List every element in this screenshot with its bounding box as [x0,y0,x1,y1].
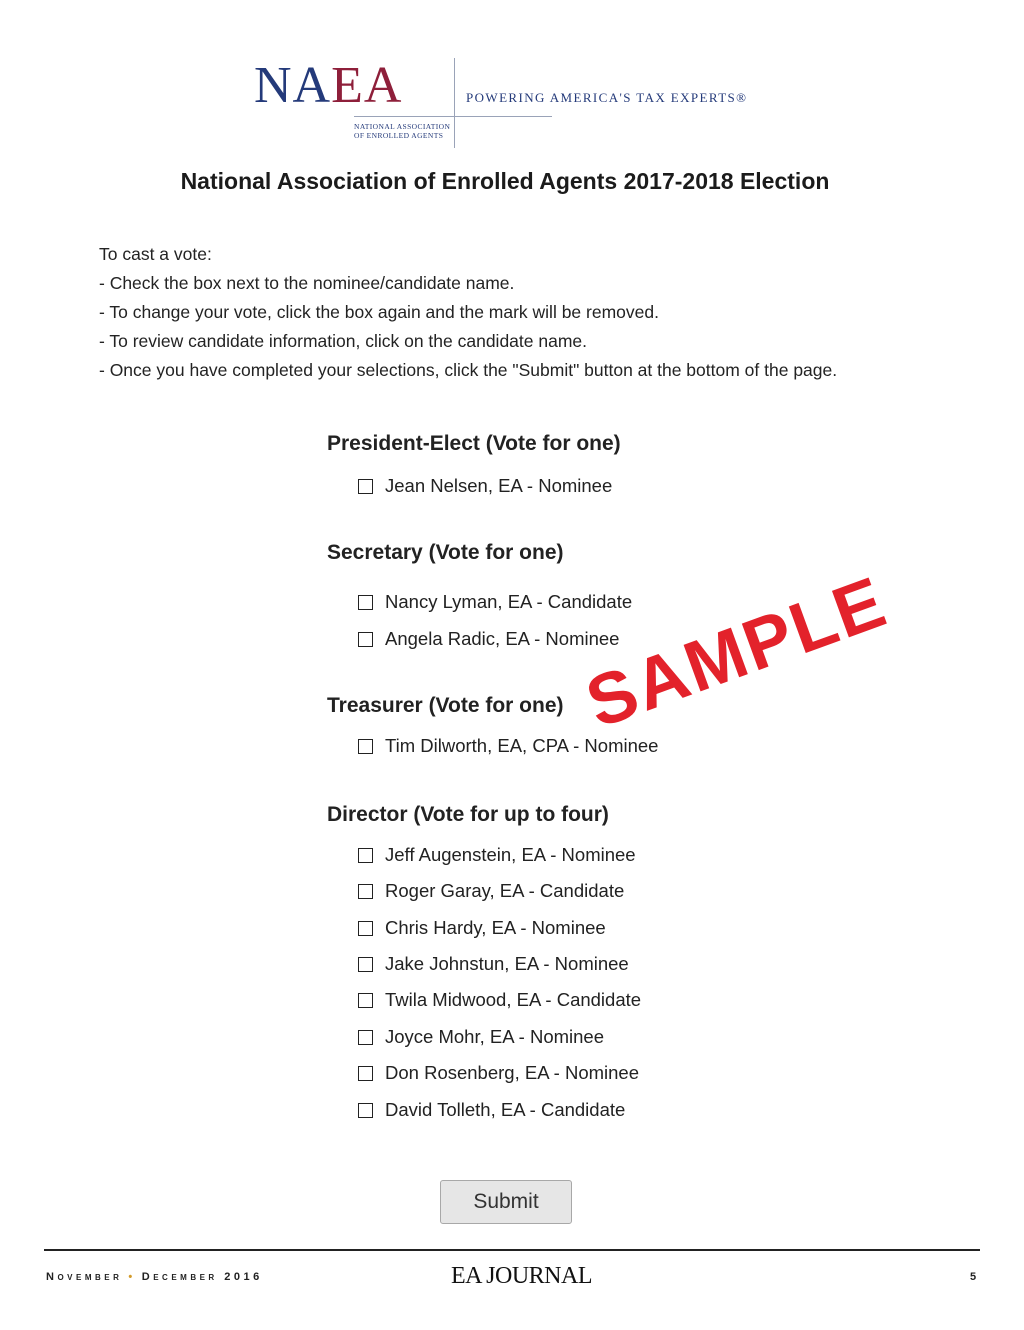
candidate-name-link[interactable]: Don Rosenberg, EA - Nominee [385,1062,639,1083]
ea-journal-logo: EA JOURNAL [451,1263,593,1289]
logo-tagline: POWERING AMERICA'S TAX EXPERTS® [466,90,748,105]
candidate-name-link[interactable]: Joyce Mohr, EA - Nominee [385,1026,605,1047]
instruction-step: - Once you have completed your selections, click the "Submit" button at the bottom of the page. [99,360,838,380]
instruction-step: - To change your vote, click the box again and the mark will be removed. [99,302,659,322]
checkbox[interactable] [358,884,373,899]
instruction-step: - To review candidate information, click on the candidate name. [99,331,588,351]
section-title-treasurer: Treasurer (Vote for one) [327,694,564,717]
logo-subtitle [354,122,450,140]
checkbox[interactable] [358,1030,373,1045]
section-title-director: Director (Vote for up to four) [327,803,609,826]
footer-month-end: December 2016 [141,1271,263,1283]
logo-subtitle-line2: OF ENROLLED AGENTS [354,131,444,140]
checkbox[interactable] [358,1066,373,1081]
checkbox[interactable] [358,848,373,863]
checkbox[interactable] [358,632,373,647]
footer-rule [44,1249,980,1251]
logo-subtitle-line1: NATIONAL ASSOCIATION [354,122,451,131]
candidate-joyce-mohr[interactable] [358,1026,604,1048]
candidate-name-link[interactable]: Tim Dilworth, EA, CPA - Nominee [385,735,659,756]
candidate-name-link[interactable]: Twila Midwood, EA - Candidate [385,989,642,1010]
naea-logo [254,56,794,152]
logo-wordmark: NAEA [254,57,403,114]
candidate-name-link[interactable]: Nancy Lyman, EA - Candidate [385,591,633,612]
checkbox[interactable] [358,993,373,1008]
candidate-jeff-augenstein[interactable] [358,844,636,866]
candidate-name-link[interactable]: David Tolleth, EA - Candidate [385,1099,626,1120]
candidate-nancy-lyman[interactable] [358,591,632,613]
checkbox[interactable] [358,595,373,610]
logo-divider-horizontal [354,116,552,117]
submit-button[interactable]: Submit [440,1180,572,1224]
section-title-secretary: Secretary (Vote for one) [327,541,564,564]
section-title-president-elect: President-Elect (Vote for one) [327,432,621,455]
page-title: National Association of Enrolled Agents 2017-2018 Election [180,168,830,194]
candidate-name-link[interactable]: Jean Nelsen, EA - Nominee [385,475,613,496]
candidate-jean-nelsen[interactable] [358,475,612,497]
candidate-name-link[interactable]: Roger Garay, EA - Candidate [385,880,625,901]
checkbox[interactable] [358,479,373,494]
checkbox[interactable] [358,957,373,972]
logo-divider-vertical [454,58,455,148]
footer-separator: • [128,1271,136,1283]
checkbox[interactable] [358,921,373,936]
instruction-step: - Check the box next to the nominee/candidate name. [99,273,515,293]
candidate-name-link[interactable]: Chris Hardy, EA - Nominee [385,917,606,938]
checkbox[interactable] [358,739,373,754]
sample-watermark: SAMPLE [576,561,897,744]
page-number: 5 [970,1271,977,1283]
candidate-twila-midwood[interactable] [358,989,641,1011]
candidate-jake-johnstun[interactable] [358,953,629,975]
checkbox[interactable] [358,1103,373,1118]
candidate-don-rosenberg[interactable] [358,1062,639,1084]
candidate-david-tolleth[interactable] [358,1099,625,1121]
instructions [99,240,837,385]
footer-issue-date [46,1271,263,1283]
candidate-roger-garay[interactable] [358,880,624,902]
candidate-chris-hardy[interactable] [358,917,606,939]
candidate-name-link[interactable]: Jake Johnstun, EA - Nominee [385,953,629,974]
candidate-name-link[interactable]: Jeff Augenstein, EA - Nominee [385,844,636,865]
candidate-name-link[interactable]: Angela Radic, EA - Nominee [385,628,620,649]
candidate-angela-radic[interactable] [358,628,619,650]
instructions-intro: To cast a vote: [99,244,212,264]
footer-month-start: November [46,1271,123,1283]
